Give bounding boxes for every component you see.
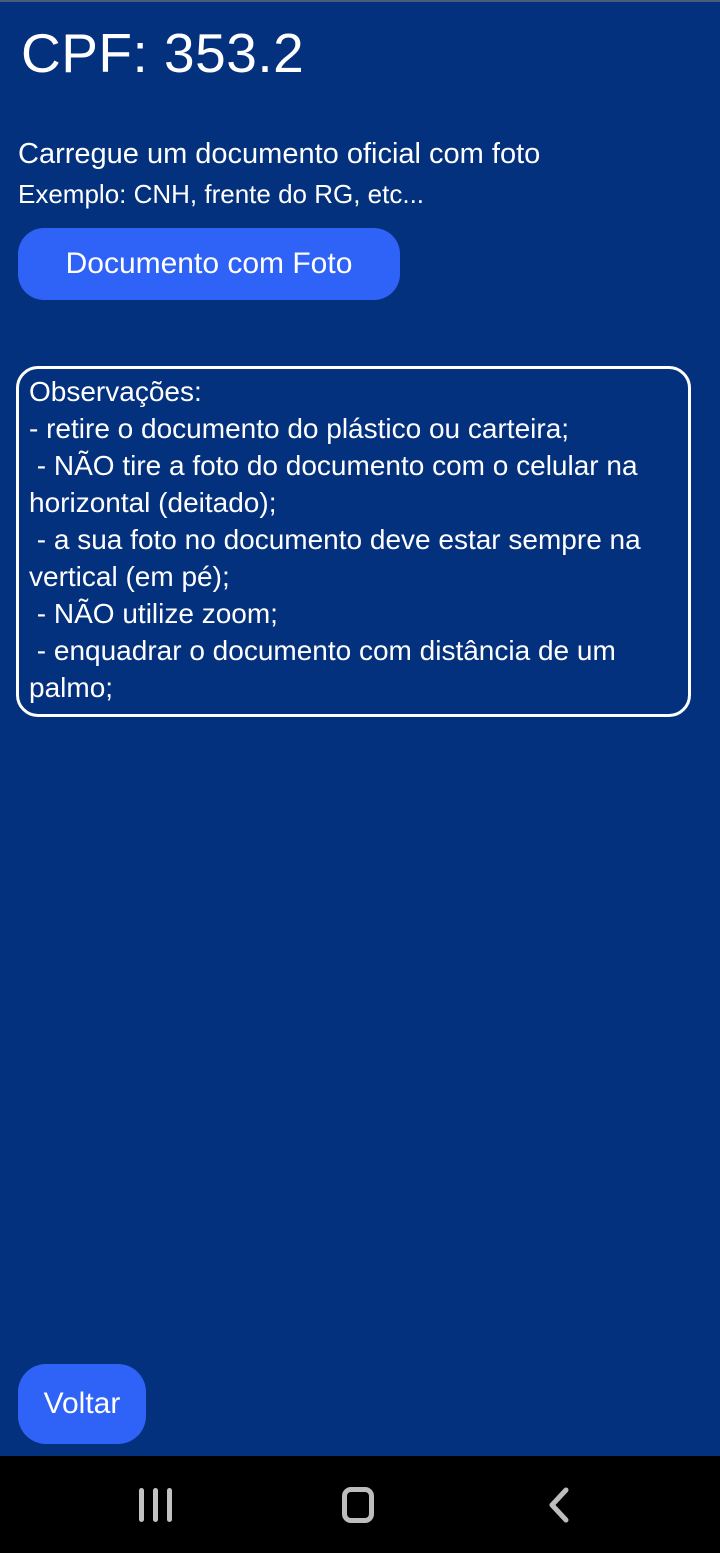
upload-instruction-text: Carregue um documento oficial com foto [18, 138, 541, 170]
example-text: Exemplo: CNH, frente do RG, etc... [18, 179, 425, 209]
status-bar-strip [0, 0, 720, 2]
observations-heading: Observações: [29, 376, 202, 407]
voltar-button[interactable]: Voltar [18, 1364, 146, 1444]
recent-apps-button[interactable] [95, 1456, 215, 1553]
home-icon [342, 1487, 374, 1523]
back-button[interactable] [498, 1456, 618, 1553]
observation-item: - enquadrar o documento com distância de um palmo; [29, 635, 624, 703]
home-button[interactable] [298, 1456, 418, 1553]
recent-apps-icon [139, 1488, 172, 1522]
observation-item: - a sua foto no documento deve estar sempre na vertical (em pé); [29, 524, 649, 592]
observation-item: - NÃO tire a foto do documento com o celular na horizontal (deitado); [29, 450, 646, 518]
observations-box [16, 366, 691, 717]
android-navigation-bar [0, 1456, 720, 1553]
document-photo-upload-button[interactable]: Documento com Foto [18, 228, 400, 300]
page-title: CPF: 353.2 [21, 22, 305, 84]
observation-item: - retire o documento do plástico ou carteira; [29, 413, 570, 444]
back-icon [545, 1485, 571, 1525]
observation-item: - NÃO utilize zoom; [29, 598, 278, 629]
